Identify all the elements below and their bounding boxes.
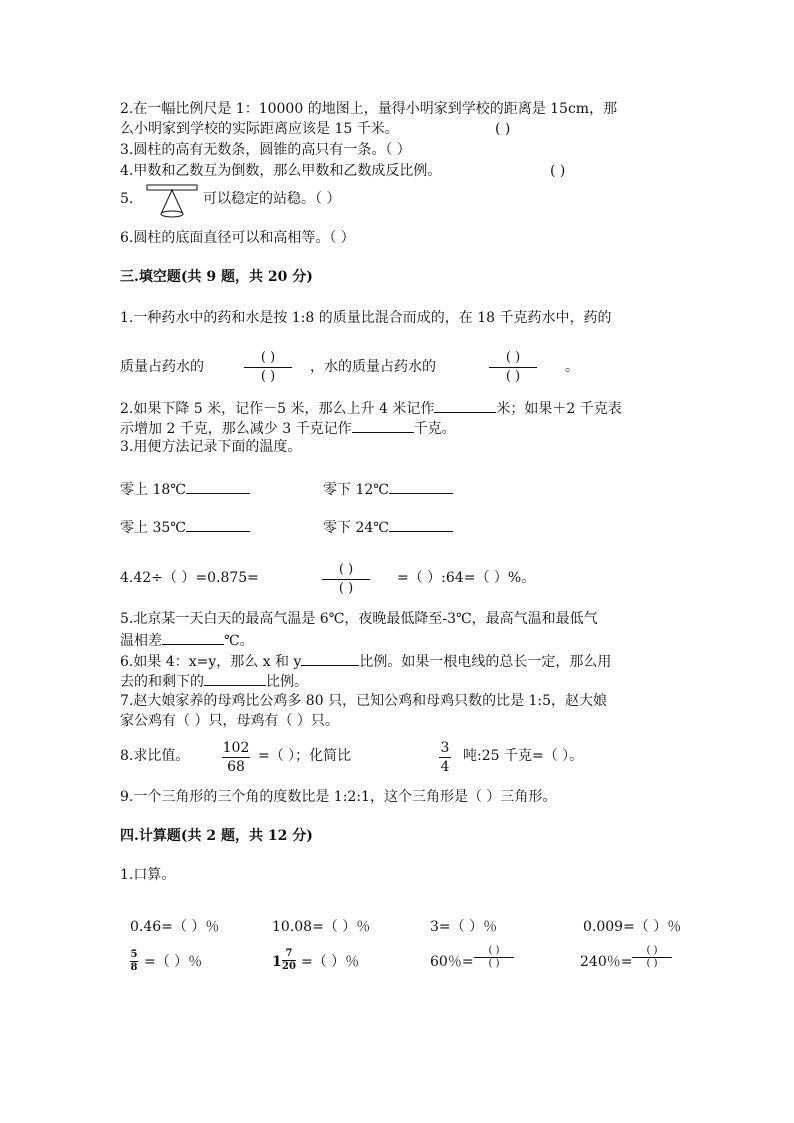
fill-q2-line2: [120, 418, 456, 438]
judge-q2-line1: 2.在一幅比例尺是 1：10000 的地图上，量得小明家到学校的距离是 15cm，那: [120, 101, 618, 117]
calc-q1: 1.口算。: [120, 867, 176, 883]
fill-q1-end: 。: [565, 359, 579, 375]
fraction-numerator-paren: ( ): [505, 350, 521, 365]
fill-q2-text-d: 千克。: [413, 421, 456, 437]
fill-q2-text-b: 米；如果＋2 千克表: [496, 401, 622, 417]
fraction-bar: [489, 367, 537, 368]
fill-q2-blank-2[interactable]: [352, 418, 414, 433]
fraction-denominator: 4: [440, 759, 450, 775]
fraction-numerator-paren: ( ): [338, 562, 354, 577]
fill-q5-text-a: 温相差: [120, 633, 162, 649]
cone-table-figure: [145, 181, 199, 221]
temp-row-2-left: [120, 517, 250, 537]
temp-row-1-right: [323, 479, 453, 499]
fill-q6-text-c: 去的和剩下的: [120, 674, 204, 690]
fill-q1-fraction-blank-2[interactable]: [485, 350, 541, 385]
fill-q8-fraction-3-4: [439, 740, 451, 775]
calc-item-10-08[interactable]: 10.08=（ ）％: [272, 919, 371, 935]
calc-fraction-7-20: [282, 949, 296, 972]
fraction-numerator: 102: [222, 740, 250, 756]
temp-blank[interactable]: [389, 517, 453, 532]
fraction-numerator: 3: [440, 740, 450, 756]
calc-fraction-5-8: [130, 950, 138, 973]
judge-q3: 3.圆柱的高有无数条，圆锥的高只有一条。（ ）: [120, 142, 411, 158]
fill-q3: 3.用便方法记录下面的温度。: [120, 439, 302, 455]
fill-q7-line2: 家公鸡有（ ）只，母鸡有（ ）只。: [120, 713, 339, 729]
fill-q1-line1: 1.一种药水中的药和水是按 1:8 的质量比混合而成的，在 18 千克药水中，药的: [120, 310, 612, 326]
fraction-bar: [222, 757, 250, 758]
fraction-numerator: 5: [130, 949, 138, 960]
fraction-denominator-paren: ( ): [505, 369, 521, 384]
fill-q4-fraction-blank[interactable]: [318, 562, 374, 597]
judge-q6: 6.圆柱的底面直径可以和高相等。（ ）: [120, 230, 355, 246]
calc-item-60-percent: 60％=: [430, 954, 474, 970]
fill-q6-text-d: 比例。: [266, 674, 308, 690]
fill-q2-line1: [120, 398, 622, 418]
judge-q2-line2: 么小明家到学校的实际距离应该是 15 千米。: [120, 121, 399, 137]
fraction-denominator-paren: ( ): [260, 369, 276, 384]
fill-q4-part-b: =（ ）:64=（ ）%。: [397, 570, 536, 586]
fill-q6-line2: [120, 671, 308, 691]
fill-q1-part2: ，水的质量占药水的: [310, 359, 436, 375]
fill-q5-line1: 5.北京某一天白天的最高气温是 6℃，夜晚最低降至-3℃，最高气温和最低气: [120, 611, 598, 627]
fill-q8-fraction-102-68: [222, 740, 250, 775]
fill-q5-blank[interactable]: [162, 630, 224, 645]
temp-label: 零下 12℃: [323, 482, 389, 498]
section4-heading: 四.计算题(共 2 题，共 12 分): [120, 828, 313, 844]
calc-item-5-8-tail[interactable]: =（ ）％: [144, 954, 203, 970]
fill-q5-line2: [120, 630, 254, 650]
fill-q6-line1: [120, 651, 611, 671]
fraction-denominator: 8: [130, 962, 138, 973]
fraction-numerator: 7: [285, 948, 293, 959]
calc-mixed-whole: 1: [272, 954, 282, 970]
fill-q8-part-c: 吨:25 千克=（ ）。: [463, 748, 584, 764]
fill-q8-part-b: =（ ）；化简比: [258, 748, 352, 764]
temp-label: 零上 18℃: [120, 482, 186, 498]
temp-label: 零下 24℃: [323, 520, 389, 536]
fraction-numerator-paren: ( ): [646, 945, 658, 956]
calc-item-240-percent: 240％=: [580, 954, 633, 970]
fill-q2-text-a: 2.如果下降 5 米，记作－5 米，那么上升 4 米记作: [120, 401, 435, 417]
calc-item-0-46[interactable]: 0.46=（ ）％: [130, 919, 220, 935]
temp-blank[interactable]: [186, 479, 250, 494]
fill-q5-text-b: ℃。: [224, 633, 254, 649]
judge-q4-answer-paren[interactable]: ( ): [550, 163, 566, 179]
fill-q1-part1: 质量占药水的: [120, 359, 204, 375]
temp-blank[interactable]: [389, 479, 453, 494]
section3-heading: 三.填空题(共 9 题，共 20 分): [120, 269, 313, 285]
fraction-bar: [439, 757, 451, 758]
fill-q6-text-b: 比例。如果一根电线的总长一定，那么用: [359, 654, 612, 670]
judge-q2-answer-paren[interactable]: ( ): [495, 121, 511, 137]
fill-q2-blank-1[interactable]: [434, 398, 496, 413]
fill-q6-blank-2[interactable]: [204, 671, 266, 686]
calc-item-0-009[interactable]: 0.009=（ ）％: [583, 919, 682, 935]
temp-row-2-right: [323, 517, 453, 537]
fraction-denominator-paren: ( ): [488, 958, 500, 969]
calc-item-1-7-20-tail[interactable]: =（ ）％: [301, 954, 360, 970]
fill-q9: 9.一个三角形的三个角的度数比是 1:2:1，这个三角形是（ ）三角形。: [120, 789, 557, 805]
fill-q4-part-a: 4.42÷（ ）=0.875=: [120, 570, 259, 586]
temp-blank[interactable]: [186, 517, 250, 532]
judge-q4: 4.甲数和乙数互为倒数，那么甲数和乙数成反比例。: [120, 163, 442, 179]
fraction-denominator-paren: ( ): [338, 581, 354, 596]
fraction-denominator: 20: [282, 961, 296, 972]
judge-q5-number: 5.: [120, 191, 134, 207]
fraction-numerator-paren: ( ): [260, 350, 276, 365]
fill-q6-blank-1[interactable]: [301, 651, 359, 666]
calc-item-3[interactable]: 3=（ ）％: [430, 919, 498, 935]
calc-fraction-blank-60[interactable]: [474, 946, 514, 969]
fill-q2-text-c: 示增加 2 千克，那么减少 3 千克记作: [120, 421, 352, 437]
fraction-denominator: 68: [227, 759, 245, 775]
temp-label: 零上 35℃: [120, 520, 186, 536]
fraction-numerator-paren: ( ): [488, 945, 500, 956]
fraction-bar: [244, 367, 292, 368]
calc-fraction-blank-240[interactable]: [632, 946, 672, 969]
fill-q8-part-a: 8.求比值。: [120, 748, 190, 764]
judge-q5-text: 可以稳定的站稳。（ ）: [203, 191, 341, 207]
fill-q6-text-a: 6.如果 4：x=y，那么 x 和 y: [120, 654, 302, 670]
fill-q1-fraction-blank-1[interactable]: [240, 350, 296, 385]
fill-q7-line1: 7.赵大娘家养的母鸡比公鸡多 80 只，已知公鸡和母鸡只数的比是 1:5，赵大娘: [120, 693, 608, 709]
fraction-denominator-paren: ( ): [646, 958, 658, 969]
fraction-bar: [322, 579, 370, 580]
temp-row-1-left: [120, 479, 250, 499]
